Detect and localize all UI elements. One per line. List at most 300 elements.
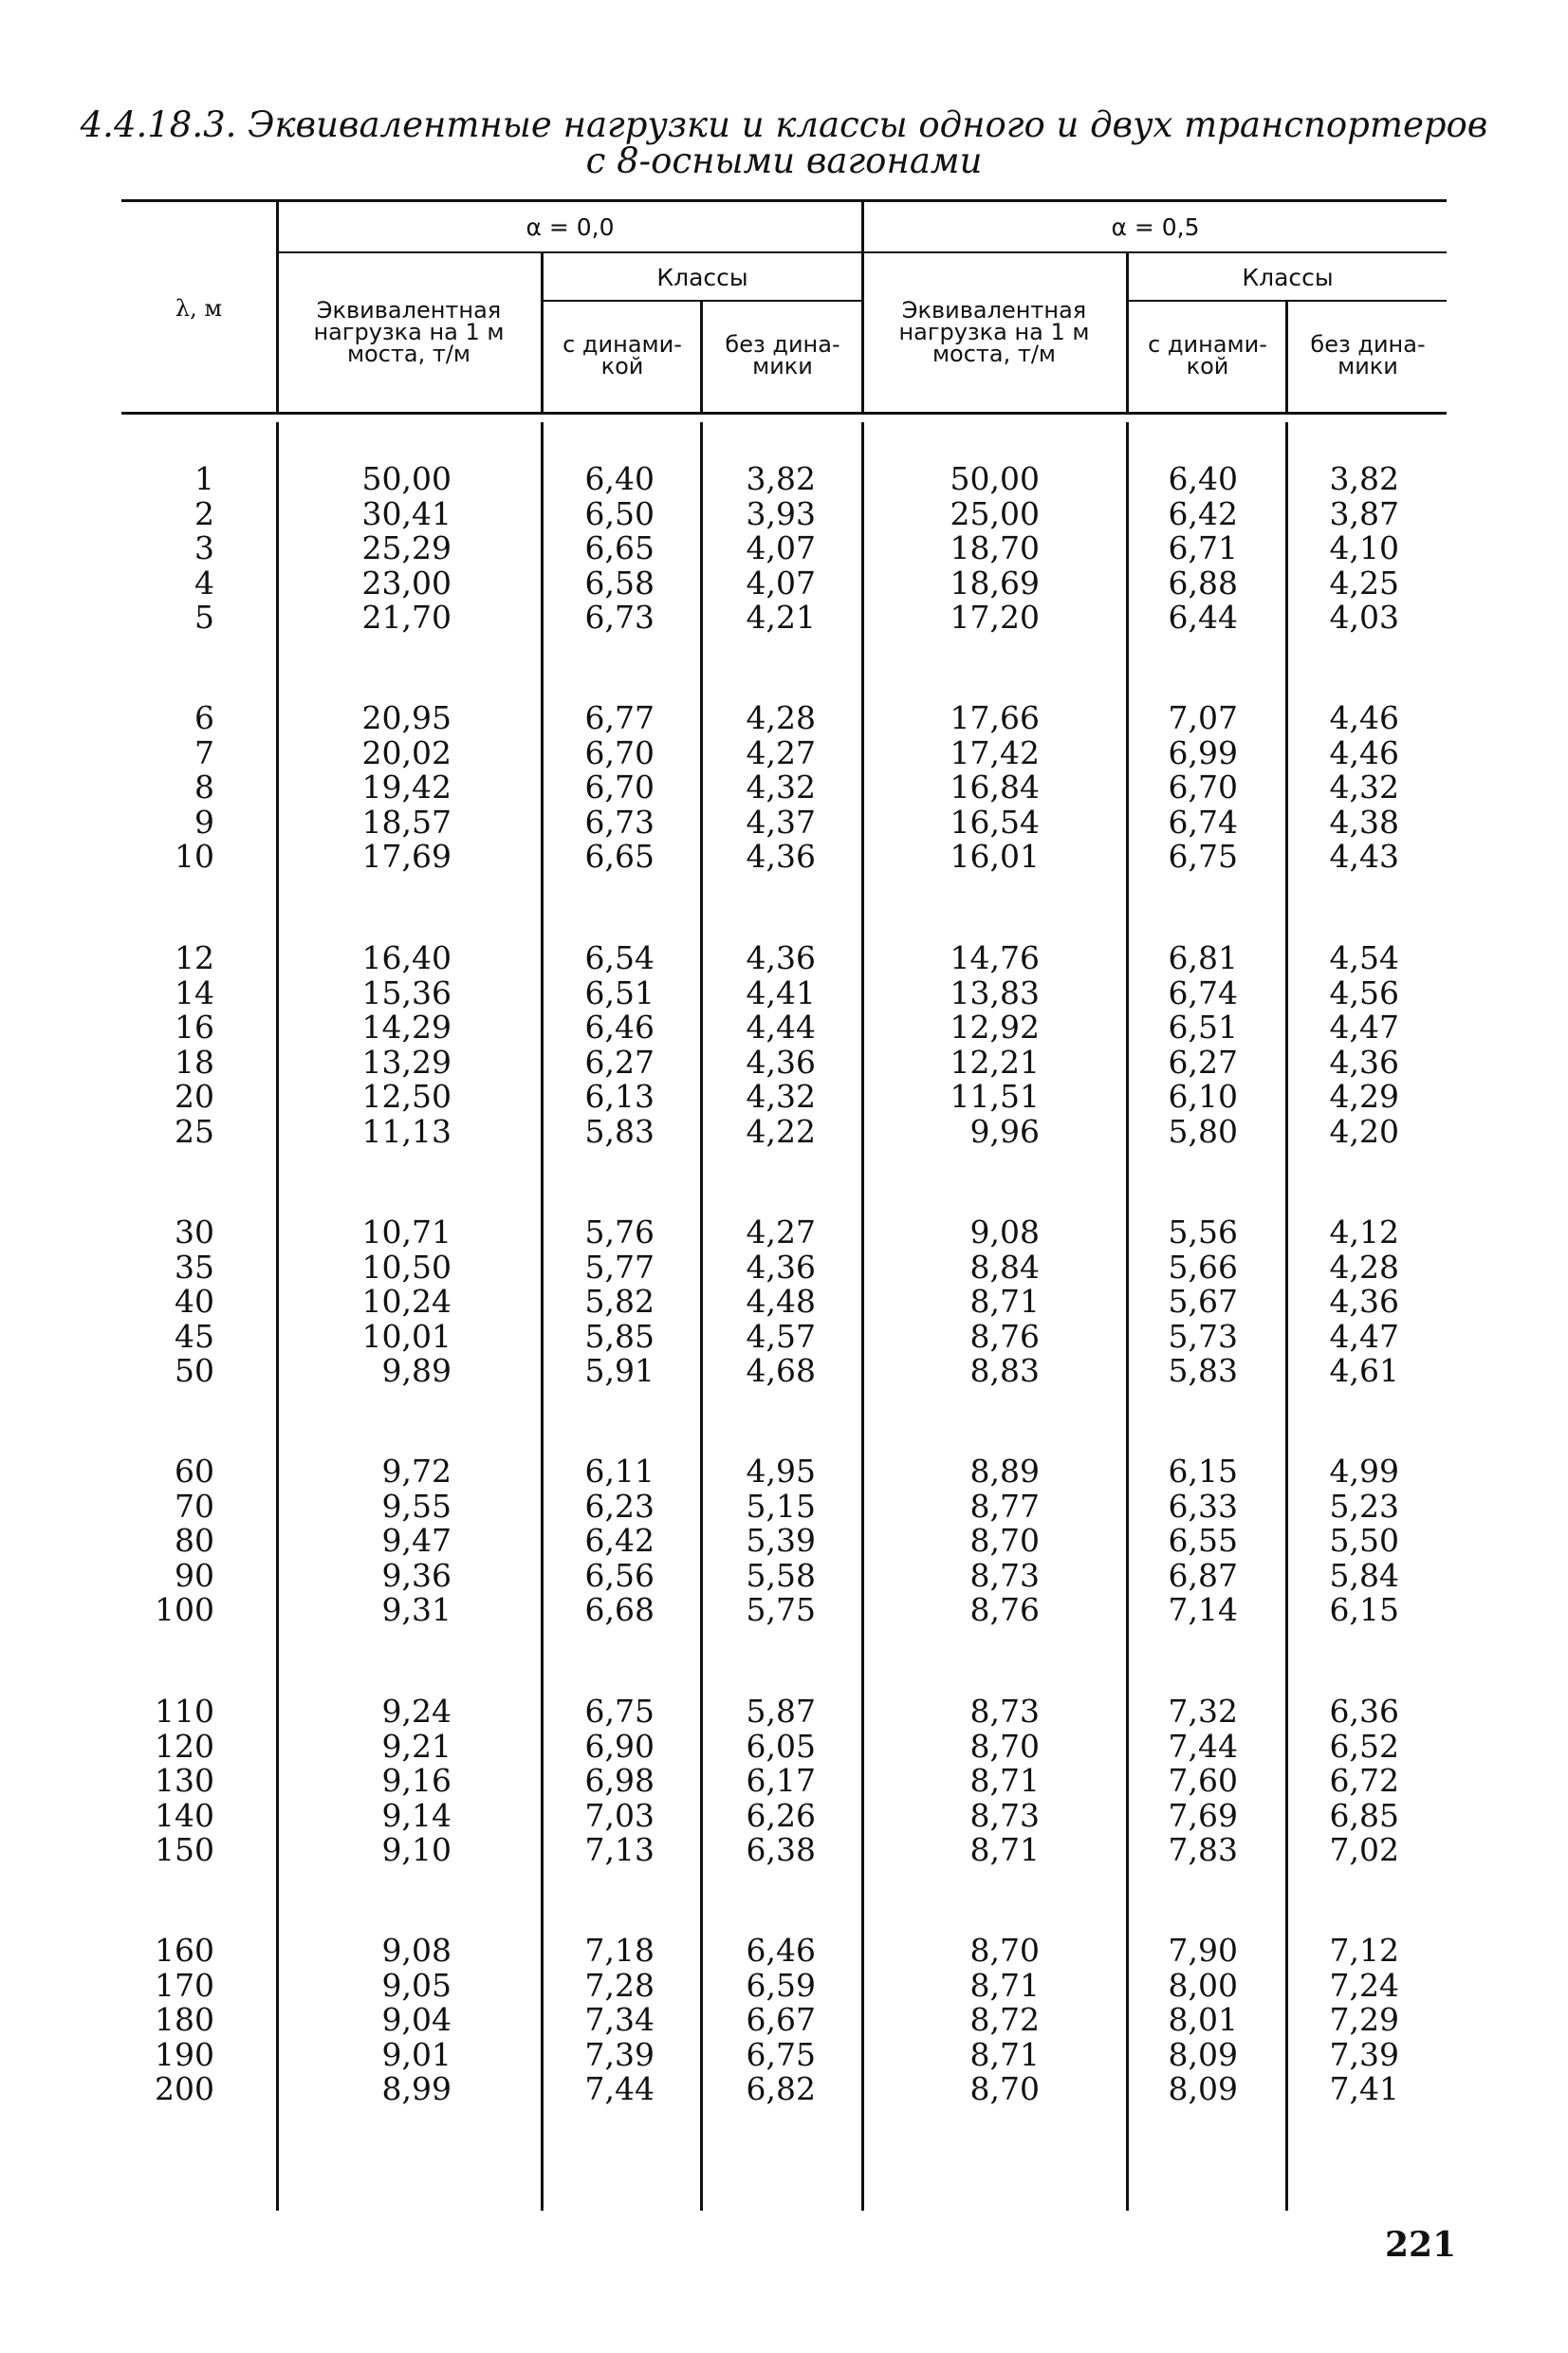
table-cell: 150 xyxy=(155,1831,214,1868)
table-cell: 6,85 xyxy=(1329,1796,1399,1834)
table-cell: 9,08 xyxy=(381,1932,452,1969)
lambda-column xyxy=(123,1934,214,2107)
table-cell: 6,26 xyxy=(746,1796,816,1834)
table-cell: 6,46 xyxy=(746,1932,816,1969)
table-cell: 6,70 xyxy=(1168,769,1238,806)
table-cell: 6,13 xyxy=(584,1078,655,1115)
table-cell: 6,74 xyxy=(1168,973,1238,1011)
a5-with-dynamics-column xyxy=(1143,941,1238,1149)
table-cell: 160 xyxy=(155,1932,214,1969)
a0-load-column xyxy=(313,1454,452,1628)
table-cell: 6,42 xyxy=(584,1522,655,1559)
table-cell: 5,82 xyxy=(584,1283,655,1320)
table-cell: 9,21 xyxy=(381,1727,452,1765)
table-cell: 4,20 xyxy=(1329,1112,1399,1150)
table-cell: 5,66 xyxy=(1168,1248,1238,1286)
table-cell: 140 xyxy=(155,1796,214,1834)
table-cell: 7,60 xyxy=(1168,1762,1238,1799)
alpha-0-header: α = 0,0 xyxy=(526,213,615,241)
table-cell: 6,87 xyxy=(1168,1556,1238,1594)
table-cell: 8,70 xyxy=(969,1727,1040,1765)
table-cell: 4,61 xyxy=(1329,1352,1399,1389)
equivalent-load-header-a5: Эквивалентная нагрузка на 1 м моста, т/м xyxy=(898,297,1090,367)
table-cell: 50,00 xyxy=(361,460,452,497)
table-cell: 6,44 xyxy=(1168,599,1238,636)
header-bottom-rule xyxy=(121,412,1447,415)
table-cell: 4,47 xyxy=(1329,1317,1399,1355)
table-cell: 7,18 xyxy=(584,1932,655,1969)
a5-with-dynamics-column xyxy=(1143,701,1238,875)
table-cell: 4,36 xyxy=(746,1043,816,1081)
table-cell: 17,69 xyxy=(361,838,452,875)
table-cell: 8,71 xyxy=(969,1283,1040,1320)
col-divider-a0-classes-header xyxy=(700,301,703,412)
table-cell: 7,24 xyxy=(1329,1966,1399,2004)
table-cell: 7,29 xyxy=(1329,2001,1399,2038)
table-cell: 9,72 xyxy=(381,1453,452,1490)
table-cell: 18,69 xyxy=(950,564,1040,602)
table-cell: 3,82 xyxy=(1329,460,1399,497)
table-cell: 170 xyxy=(155,1966,214,2004)
table-cell: 6,33 xyxy=(1168,1487,1238,1525)
col-divider-alpha-body xyxy=(861,422,864,2211)
table-cell: 100 xyxy=(155,1591,214,1628)
table-cell: 4,46 xyxy=(1329,733,1399,771)
table-cell: 9,08 xyxy=(969,1214,1040,1251)
table-cell: 8,76 xyxy=(969,1317,1040,1355)
table-cell: 5,56 xyxy=(1168,1214,1238,1251)
table-cell: 7,12 xyxy=(1329,1932,1399,1969)
table-cell: 7,13 xyxy=(584,1831,655,1868)
a5-without-dynamics-column xyxy=(1304,1934,1399,2107)
table-cell: 12 xyxy=(175,939,214,976)
table-cell: 9 xyxy=(194,803,214,841)
a5-without-dynamics-column xyxy=(1304,1215,1399,1389)
table-cell: 2 xyxy=(194,494,214,532)
table-cell: 6,81 xyxy=(1168,939,1238,976)
table-cell: 6,38 xyxy=(746,1831,816,1868)
table-cell: 5,75 xyxy=(746,1591,816,1628)
table-cell: 5,84 xyxy=(1329,1556,1399,1594)
table-cell: 30,41 xyxy=(361,494,452,532)
table-cell: 6,15 xyxy=(1329,1591,1399,1628)
table-cell: 7 xyxy=(194,733,214,771)
table-cell: 4,46 xyxy=(1329,699,1399,736)
a0-without-dynamics-column xyxy=(721,941,816,1149)
table-cell: 8 xyxy=(194,769,214,806)
table-cell: 25,29 xyxy=(361,529,452,566)
table-cell: 5,67 xyxy=(1168,1283,1238,1320)
table-cell: 4,22 xyxy=(746,1112,816,1150)
without-dynamics-header-a0: без дина-мики xyxy=(725,331,840,380)
table-cell: 6,98 xyxy=(584,1762,655,1799)
table-cell: 6,73 xyxy=(584,599,655,636)
table-cell: 6,17 xyxy=(746,1762,816,1799)
table-cell: 6,73 xyxy=(584,803,655,841)
table-cell: 6,70 xyxy=(584,769,655,806)
table-cell: 40 xyxy=(175,1283,214,1320)
table-cell: 6,77 xyxy=(584,699,655,736)
lambda-column xyxy=(123,1215,214,1389)
table-cell: 6,75 xyxy=(1168,838,1238,875)
table-cell: 19,42 xyxy=(361,769,452,806)
table-cell: 16,54 xyxy=(950,803,1040,841)
table-cell: 1 xyxy=(194,460,214,497)
table-cell: 13,83 xyxy=(950,973,1040,1011)
table-cell: 6,40 xyxy=(1168,460,1238,497)
table-cell: 9,47 xyxy=(381,1522,452,1559)
table-cell: 4,56 xyxy=(1329,973,1399,1011)
a5-load-column xyxy=(901,941,1040,1149)
table-cell: 190 xyxy=(155,2035,214,2073)
table-cell: 5,80 xyxy=(1168,1112,1238,1150)
table-cell: 18,70 xyxy=(950,529,1040,566)
a0-with-dynamics-column xyxy=(560,701,655,875)
table-cell: 6,82 xyxy=(746,2070,816,2107)
table-cell: 5,87 xyxy=(746,1693,816,1730)
table-cell: 4,48 xyxy=(746,1283,816,1320)
table-cell: 11,13 xyxy=(361,1112,452,1150)
table-cell: 6,46 xyxy=(584,1009,655,1046)
table-cell: 6,68 xyxy=(584,1591,655,1628)
lambda-column xyxy=(123,462,214,636)
table-cell: 90 xyxy=(175,1556,214,1594)
table-cell: 9,24 xyxy=(381,1693,452,1730)
table-cell: 80 xyxy=(175,1522,214,1559)
table-cell: 8,70 xyxy=(969,2070,1040,2107)
top-rule xyxy=(121,199,1447,202)
a0-load-column xyxy=(313,701,452,875)
table-cell: 8,73 xyxy=(969,1693,1040,1730)
a0-load-column xyxy=(313,941,452,1149)
a5-load-column xyxy=(901,1695,1040,1868)
table-cell: 6,71 xyxy=(1168,529,1238,566)
a5-with-dynamics-column xyxy=(1143,1215,1238,1389)
table-cell: 20,95 xyxy=(361,699,452,736)
table-cell: 5,83 xyxy=(584,1112,655,1150)
a0-load-column xyxy=(313,1215,452,1389)
table-cell: 6,15 xyxy=(1168,1453,1238,1490)
col-divider-a0-load-body xyxy=(541,422,544,2211)
table-cell: 8,89 xyxy=(969,1453,1040,1490)
table-cell: 8,01 xyxy=(1168,2001,1238,2038)
table-cell: 20,02 xyxy=(361,733,452,771)
classes-header-a0: Классы xyxy=(656,264,748,291)
table-cell: 3,93 xyxy=(746,494,816,532)
table-cell: 7,39 xyxy=(584,2035,655,2073)
table-cell: 130 xyxy=(155,1762,214,1799)
a5-load-column xyxy=(901,701,1040,875)
table-cell: 4,95 xyxy=(746,1453,816,1490)
table-title: 4.4.18.3. Эквивалентные нагрузки и классы одного и двух транспортеров xyxy=(80,104,1488,145)
a0-without-dynamics-column xyxy=(721,1215,816,1389)
a0-without-dynamics-column xyxy=(721,1454,816,1628)
table-cell: 4,47 xyxy=(1329,1009,1399,1046)
table-cell: 9,55 xyxy=(381,1487,452,1525)
table-cell: 8,71 xyxy=(969,2035,1040,2073)
table-cell: 6,74 xyxy=(1168,803,1238,841)
table-cell: 7,41 xyxy=(1329,2070,1399,2107)
a0-with-dynamics-column xyxy=(560,1454,655,1628)
a5-without-dynamics-column xyxy=(1304,1454,1399,1628)
table-cell: 9,36 xyxy=(381,1556,452,1594)
table-cell: 6,51 xyxy=(584,973,655,1011)
table-cell: 4 xyxy=(194,564,214,602)
table-cell: 6,11 xyxy=(584,1453,655,1490)
table-cell: 10,01 xyxy=(361,1317,452,1355)
table-cell: 7,83 xyxy=(1168,1831,1238,1868)
a5-without-dynamics-column xyxy=(1304,701,1399,875)
table-cell: 5,83 xyxy=(1168,1352,1238,1389)
table-cell: 18 xyxy=(175,1043,214,1081)
table-cell: 9,96 xyxy=(969,1112,1040,1150)
table-cell: 8,72 xyxy=(969,2001,1040,2038)
table-cell: 45 xyxy=(175,1317,214,1355)
table-cell: 8,09 xyxy=(1168,2070,1238,2107)
a0-without-dynamics-column xyxy=(721,462,816,636)
table-cell: 4,03 xyxy=(1329,599,1399,636)
col-divider-a5-load-body xyxy=(1126,422,1129,2211)
table-cell: 6,58 xyxy=(584,564,655,602)
a5-with-dynamics-column xyxy=(1143,1934,1238,2107)
a0-with-dynamics-column xyxy=(560,1695,655,1868)
table-cell: 6,72 xyxy=(1329,1762,1399,1799)
table-cell: 8,99 xyxy=(381,2070,452,2107)
col-divider-a5-classes-body xyxy=(1285,422,1288,2211)
table-cell: 9,05 xyxy=(381,1966,452,2004)
table-cell: 6,75 xyxy=(746,2035,816,2073)
table-cell: 16,40 xyxy=(361,939,452,976)
table-cell: 6,59 xyxy=(746,1966,816,2004)
table-cell: 7,69 xyxy=(1168,1796,1238,1834)
without-dynamics-header-a5: без дина-мики xyxy=(1310,331,1426,380)
table-cell: 6,36 xyxy=(1329,1693,1399,1730)
table-cell: 6,51 xyxy=(1168,1009,1238,1046)
table-cell: 4,36 xyxy=(1329,1283,1399,1320)
table-cell: 12,92 xyxy=(950,1009,1040,1046)
table-cell: 17,42 xyxy=(950,733,1040,771)
table-cell: 4,32 xyxy=(746,1078,816,1115)
table-cell: 4,32 xyxy=(746,769,816,806)
table-cell: 5,73 xyxy=(1168,1317,1238,1355)
table-cell: 6,65 xyxy=(584,529,655,566)
table-cell: 6,27 xyxy=(584,1043,655,1081)
table-cell: 120 xyxy=(155,1727,214,1765)
table-cell: 8,76 xyxy=(969,1591,1040,1628)
table-cell: 5,77 xyxy=(584,1248,655,1286)
col-divider-lambda-body xyxy=(276,422,279,2211)
table-cell: 8,77 xyxy=(969,1487,1040,1525)
table-cell: 5,15 xyxy=(746,1487,816,1525)
table-cell: 3,82 xyxy=(746,460,816,497)
table-cell: 16 xyxy=(175,1009,214,1046)
table-cell: 7,03 xyxy=(584,1796,655,1834)
table-cell: 12,50 xyxy=(361,1078,452,1115)
table-cell: 4,32 xyxy=(1329,769,1399,806)
table-cell: 5,85 xyxy=(584,1317,655,1355)
a0-load-column xyxy=(313,1934,452,2107)
table-title-continuation: с 8-осными вагонами xyxy=(585,140,983,181)
table-cell: 200 xyxy=(155,2070,214,2107)
table-cell: 35 xyxy=(175,1248,214,1286)
a5-load-column xyxy=(901,1934,1040,2107)
table-cell: 4,29 xyxy=(1329,1078,1399,1115)
col-divider-a5-classes-header xyxy=(1285,301,1288,412)
table-cell: 25 xyxy=(175,1112,214,1150)
table-cell: 4,10 xyxy=(1329,529,1399,566)
table-cell: 4,44 xyxy=(746,1009,816,1046)
table-cell: 12,21 xyxy=(950,1043,1040,1081)
table-cell: 5,50 xyxy=(1329,1522,1399,1559)
table-cell: 7,34 xyxy=(584,2001,655,2038)
table-cell: 4,25 xyxy=(1329,564,1399,602)
table-cell: 4,36 xyxy=(746,939,816,976)
table-cell: 6,65 xyxy=(584,838,655,875)
table-cell: 8,09 xyxy=(1168,2035,1238,2073)
a0-with-dynamics-column xyxy=(560,1215,655,1389)
alpha-05-header: α = 0,5 xyxy=(1111,213,1200,241)
table-cell: 9,16 xyxy=(381,1762,452,1799)
table-cell: 9,10 xyxy=(381,1831,452,1868)
a5-with-dynamics-column xyxy=(1143,1454,1238,1628)
a5-load-column xyxy=(901,1215,1040,1389)
table-cell: 4,41 xyxy=(746,973,816,1011)
table-cell: 21,70 xyxy=(361,599,452,636)
table-cell: 8,70 xyxy=(969,1932,1040,1969)
table-cell: 10,71 xyxy=(361,1214,452,1251)
a0-without-dynamics-column xyxy=(721,1934,816,2107)
table-cell: 8,70 xyxy=(969,1522,1040,1559)
a5-without-dynamics-column xyxy=(1304,1695,1399,1868)
table-cell: 6,55 xyxy=(1168,1522,1238,1559)
table-cell: 8,71 xyxy=(969,1966,1040,2004)
equivalent-load-header-a0: Эквивалентная нагрузка на 1 м моста, т/м xyxy=(313,297,505,367)
table-cell: 7,39 xyxy=(1329,2035,1399,2073)
table-cell: 6,56 xyxy=(584,1556,655,1594)
a0-load-column xyxy=(313,462,452,636)
table-cell: 6,27 xyxy=(1168,1043,1238,1081)
table-cell: 6,52 xyxy=(1329,1727,1399,1765)
a0-without-dynamics-column xyxy=(721,701,816,875)
table-cell: 8,83 xyxy=(969,1352,1040,1389)
table-cell: 14,76 xyxy=(950,939,1040,976)
table-cell: 16,84 xyxy=(950,769,1040,806)
table-cell: 20 xyxy=(175,1078,214,1115)
table-cell: 6,99 xyxy=(1168,733,1238,771)
table-cell: 8,73 xyxy=(969,1556,1040,1594)
table-cell: 9,04 xyxy=(381,2001,452,2038)
table-cell: 5,91 xyxy=(584,1352,655,1389)
table-cell: 4,99 xyxy=(1329,1453,1399,1490)
a0-with-dynamics-column xyxy=(560,1934,655,2107)
table-cell: 11,51 xyxy=(950,1078,1040,1115)
table-cell: 10 xyxy=(175,838,214,875)
table-cell: 50,00 xyxy=(950,460,1040,497)
table-cell: 6,70 xyxy=(584,733,655,771)
table-cell: 5,39 xyxy=(746,1522,816,1559)
a5-with-dynamics-column xyxy=(1143,462,1238,636)
table-cell: 6,67 xyxy=(746,2001,816,2038)
a0-with-dynamics-column xyxy=(560,462,655,636)
table-cell: 4,36 xyxy=(1329,1043,1399,1081)
table-cell: 6,50 xyxy=(584,494,655,532)
table-cell: 50 xyxy=(175,1352,214,1389)
table-cell: 5,76 xyxy=(584,1214,655,1251)
table-cell: 4,21 xyxy=(746,599,816,636)
table-cell: 4,28 xyxy=(746,699,816,736)
table-cell: 4,07 xyxy=(746,564,816,602)
table-cell: 6,88 xyxy=(1168,564,1238,602)
table-cell: 5 xyxy=(194,599,214,636)
table-cell: 4,37 xyxy=(746,803,816,841)
table-cell: 14,29 xyxy=(361,1009,452,1046)
table-cell: 6,90 xyxy=(584,1727,655,1765)
table-cell: 110 xyxy=(155,1693,214,1730)
table-cell: 5,23 xyxy=(1329,1487,1399,1525)
table-cell: 9,89 xyxy=(381,1352,452,1389)
table-cell: 23,00 xyxy=(361,564,452,602)
table-cell: 10,24 xyxy=(361,1283,452,1320)
table-cell: 7,28 xyxy=(584,1966,655,2004)
table-cell: 4,68 xyxy=(746,1352,816,1389)
page-number: 221 xyxy=(1385,2225,1457,2265)
table-cell: 17,20 xyxy=(950,599,1040,636)
a5-load-column xyxy=(901,462,1040,636)
table-cell: 7,02 xyxy=(1329,1831,1399,1868)
table-cell: 7,32 xyxy=(1168,1693,1238,1730)
table-cell: 6,54 xyxy=(584,939,655,976)
with-dynamics-header-a0: с динами-кой xyxy=(563,331,682,380)
table-cell: 8,71 xyxy=(969,1762,1040,1799)
table-cell: 6 xyxy=(194,699,214,736)
table-cell: 7,14 xyxy=(1168,1591,1238,1628)
a5-without-dynamics-column xyxy=(1304,462,1399,636)
table-cell: 30 xyxy=(175,1214,214,1251)
table-cell: 8,71 xyxy=(969,1831,1040,1868)
table-cell: 8,84 xyxy=(969,1248,1040,1286)
table-cell: 6,40 xyxy=(584,460,655,497)
table-cell: 4,43 xyxy=(1329,838,1399,875)
a5-with-dynamics-column xyxy=(1143,1695,1238,1868)
table-cell: 9,31 xyxy=(381,1591,452,1628)
table-cell: 7,90 xyxy=(1168,1932,1238,1969)
with-dynamics-header-a5: с динами-кой xyxy=(1148,331,1267,380)
table-cell: 6,10 xyxy=(1168,1078,1238,1115)
table-cell: 180 xyxy=(155,2001,214,2038)
a0-without-dynamics-column xyxy=(721,1695,816,1868)
a5-load-column xyxy=(901,1454,1040,1628)
table-cell: 7,07 xyxy=(1168,699,1238,736)
table-cell: 4,36 xyxy=(746,838,816,875)
lambda-column xyxy=(123,701,214,875)
table-cell: 4,07 xyxy=(746,529,816,566)
lambda-column xyxy=(123,1454,214,1628)
table-cell: 7,44 xyxy=(584,2070,655,2107)
table-cell: 60 xyxy=(175,1453,214,1490)
table-cell: 4,27 xyxy=(746,733,816,771)
table-cell: 6,23 xyxy=(584,1487,655,1525)
table-cell: 3,87 xyxy=(1329,494,1399,532)
table-cell: 16,01 xyxy=(950,838,1040,875)
table-cell: 8,73 xyxy=(969,1796,1040,1834)
table-cell: 8,00 xyxy=(1168,1966,1238,2004)
classes-header-a5: Классы xyxy=(1242,264,1334,291)
table-cell: 70 xyxy=(175,1487,214,1525)
table-cell: 10,50 xyxy=(361,1248,452,1286)
a0-load-column xyxy=(313,1695,452,1868)
table-cell: 25,00 xyxy=(950,494,1040,532)
table-cell: 9,01 xyxy=(381,2035,452,2073)
